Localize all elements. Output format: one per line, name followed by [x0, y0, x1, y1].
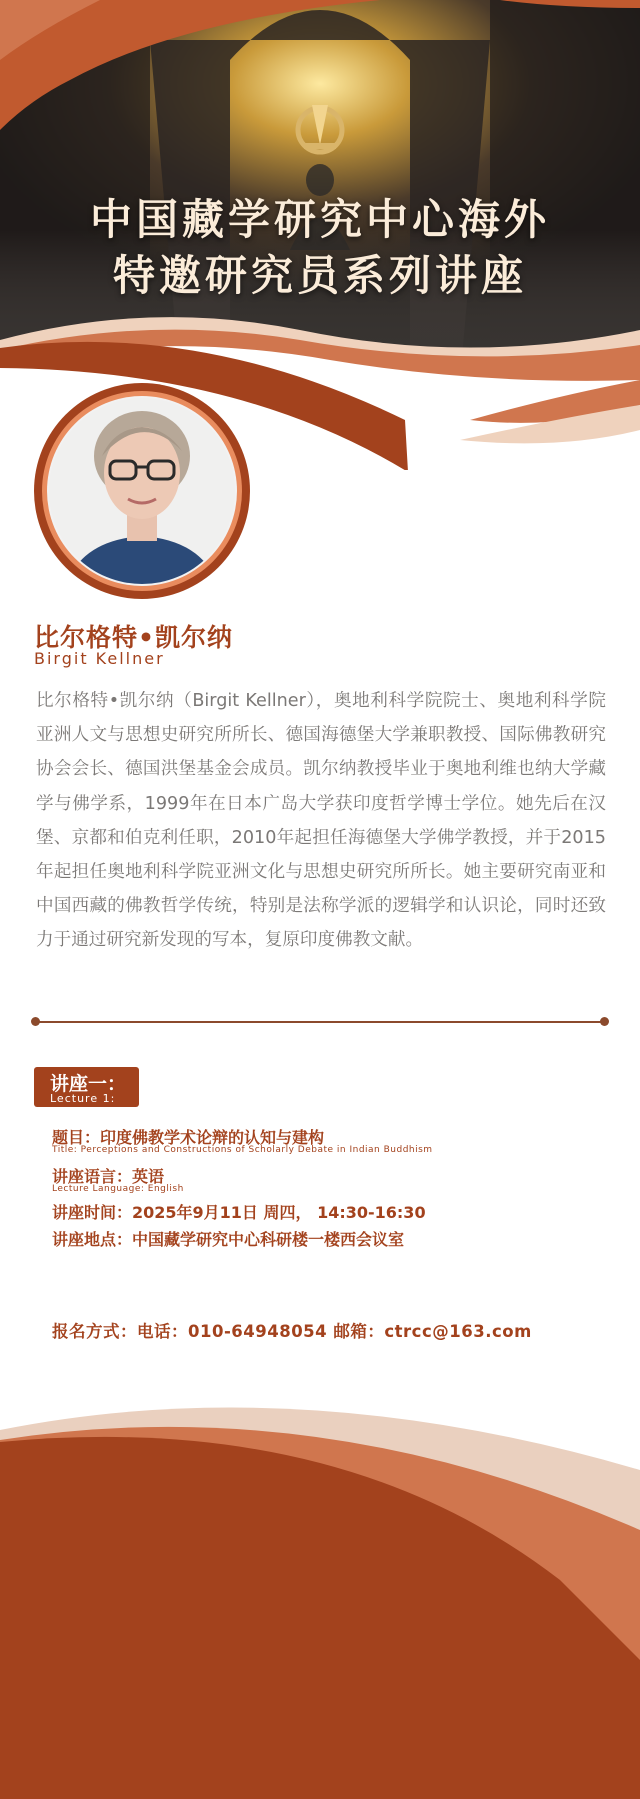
speaker-name-en: Birgit Kellner: [34, 649, 165, 668]
footer-decoration: [0, 1390, 640, 1799]
page-title: [0, 192, 640, 304]
lecture-location: 讲座地点：中国藏学研究中心科研楼一楼西会议室: [52, 1230, 405, 1249]
lecture-title-en: Title: Perceptions and Constructions of Scholarly Debate in Indian Buddhism: [52, 1145, 433, 1155]
lecture-title-cn: 题目：印度佛教学术论辩的认知与建构: [52, 1128, 325, 1147]
speaker-name-cn: 比尔格特•凯尔纳: [34, 623, 233, 652]
lecture-language-en: Lecture Language: English: [52, 1184, 184, 1194]
lecture-tag: [34, 1067, 139, 1107]
divider-dot-right: [600, 1017, 609, 1026]
lecture-tag-en: Lecture 1:: [50, 1092, 116, 1105]
divider: [34, 1021, 606, 1023]
registration-contact: 报名方式：电话：010-64948054 邮箱：ctrcc@163.com: [52, 1322, 532, 1341]
page-title-line1: 中国藏学研究中心海外: [89, 195, 550, 244]
lecture-time: 讲座时间：2025年9月11日 周四， 14:30-16:30: [52, 1203, 426, 1222]
lecture-tag-cn: 讲座一：: [50, 1073, 127, 1095]
speaker-photo: [32, 381, 252, 601]
page-title-line2: 特邀研究员系列讲座: [112, 251, 527, 300]
lecture-language-cn: 讲座语言：英语: [52, 1167, 165, 1186]
speaker-bio: 比尔格特•凯尔纳（Birgit Kellner），奥地利科学院院士、奥地利科学院亚洲人文与思想史研究所所长、德国海德堡大学兼职教授、国际佛教研究协会会长、德国洪堡基金会成员。凯尔纳教授毕业于奥地利维也纳大学藏学与佛学系，1999年在日本广岛大学获印度哲学博士学位。她先后在汉堡、京都和伯克利任职，2010年起担任海德堡大学佛学教授，并于2015年起担任奥地利科学院亚洲文化与思想史研究所所长。她主要研究南亚和中国西藏的佛教哲学传统，特别是法称学派的逻辑学和认识论，同时还致力于通过研究新发现的写本，复原印度佛教文献。: [36, 691, 606, 951]
